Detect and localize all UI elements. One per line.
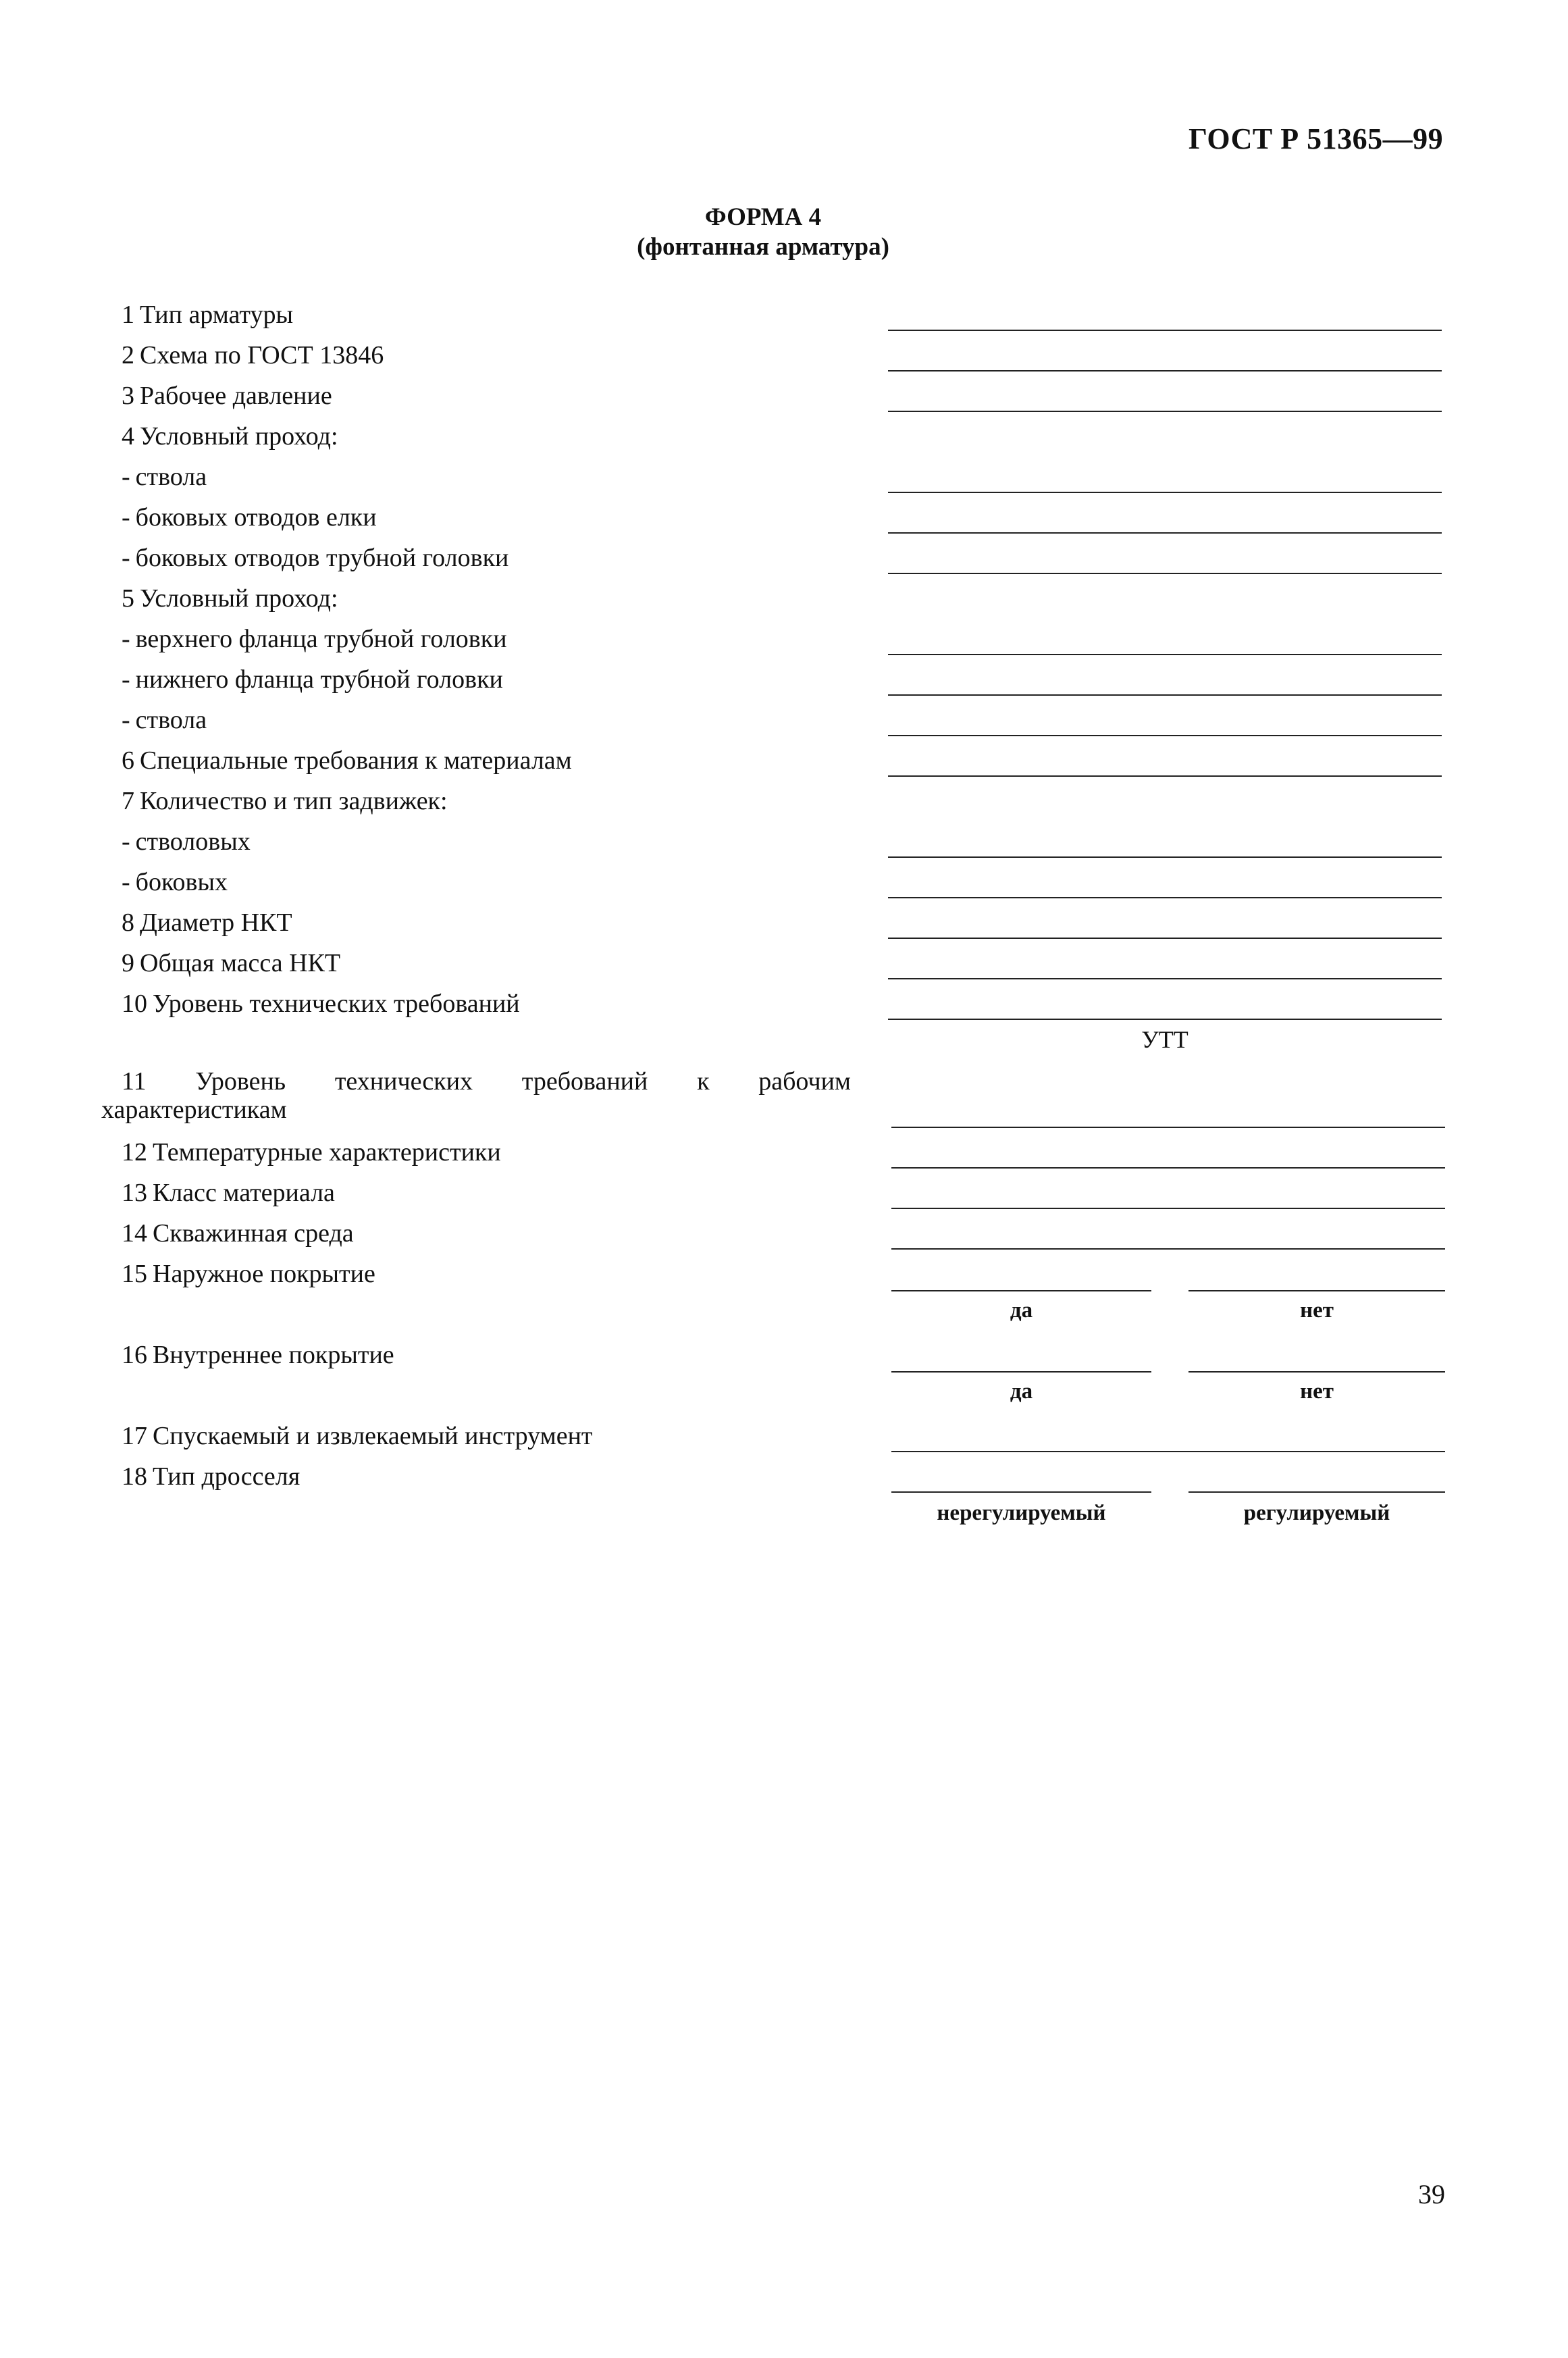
answer-line-5-upper-flange[interactable] <box>888 654 1442 655</box>
item-6 <box>122 745 572 776</box>
item-label: Специальные требования к материалам <box>140 746 572 775</box>
answer-line-15-no[interactable] <box>1188 1290 1445 1291</box>
item-4-side-head <box>122 542 508 573</box>
item-dash: - <box>122 706 130 734</box>
item-dash: - <box>122 868 130 896</box>
answer-line-13[interactable] <box>891 1208 1445 1209</box>
item-label: верхнего фланца трубной головки <box>135 625 507 653</box>
answer-line-8[interactable] <box>888 938 1442 939</box>
answer-line-14[interactable] <box>891 1248 1445 1250</box>
item-label: Внутреннее покрытие <box>153 1341 394 1369</box>
item-number: 12 <box>122 1138 147 1167</box>
item-4 <box>122 421 338 452</box>
item-dash: - <box>122 544 130 572</box>
item-dash: - <box>122 503 130 532</box>
item-label: ствола <box>135 706 207 734</box>
answer-line-17[interactable] <box>891 1451 1445 1452</box>
item-dash: - <box>122 827 130 856</box>
item-11 <box>101 1067 851 1124</box>
item-label: Условный проход: <box>140 422 338 451</box>
answer-line-18-regulated[interactable] <box>1188 1491 1445 1493</box>
caption-18-regulated: регулируемый <box>1243 1501 1390 1525</box>
item-16 <box>122 1339 394 1370</box>
item-label: Схема по ГОСТ 13846 <box>140 341 384 369</box>
item-label: боковых отводов елки <box>135 503 377 532</box>
answer-line-2[interactable] <box>888 370 1442 371</box>
item-5-lower-flange <box>122 664 503 695</box>
item-11-word: требований <box>521 1067 648 1096</box>
answer-line-16-yes[interactable] <box>891 1371 1151 1373</box>
item-5 <box>122 583 338 614</box>
item-5-trunk <box>122 704 207 736</box>
answer-line-4-side-tree[interactable] <box>888 532 1442 534</box>
item-dash: - <box>122 665 130 694</box>
item-label: Уровень технических требований <box>153 990 520 1018</box>
answer-line-16-no[interactable] <box>1188 1371 1445 1373</box>
caption-utt: УТТ <box>1141 1026 1188 1053</box>
item-number: 2 <box>122 341 134 369</box>
item-label: Диаметр НКТ <box>140 908 292 937</box>
item-7-side-valves <box>122 867 228 898</box>
item-number: 1 <box>122 301 134 329</box>
item-11-word: технических <box>334 1067 473 1096</box>
item-label: Тип дросселя <box>153 1462 300 1491</box>
item-4-trunk <box>122 461 207 492</box>
item-number: 6 <box>122 746 134 775</box>
item-2 <box>122 340 384 371</box>
answer-line-18-unregulated[interactable] <box>891 1491 1151 1493</box>
caption-15-yes: да <box>1010 1298 1033 1323</box>
page-number: 39 <box>1418 2179 1445 2209</box>
item-label: Наружное покрытие <box>153 1260 375 1288</box>
form-title: ФОРМА 4 <box>704 203 822 231</box>
item-number: 4 <box>122 422 134 451</box>
item-label: Тип арматуры <box>140 301 294 329</box>
item-label: стволовых <box>135 827 251 856</box>
item-label: Спускаемый и извлекаемый инструмент <box>153 1422 593 1450</box>
item-number: 13 <box>122 1179 147 1207</box>
item-number: 10 <box>122 990 147 1018</box>
item-number: 15 <box>122 1260 147 1288</box>
answer-line-7-trunk-valves[interactable] <box>888 856 1442 858</box>
item-14 <box>122 1218 354 1249</box>
item-label: боковых <box>135 868 228 896</box>
answer-line-15-yes[interactable] <box>891 1290 1151 1291</box>
item-8 <box>122 907 292 938</box>
answer-line-12[interactable] <box>891 1167 1445 1169</box>
item-number: 18 <box>122 1462 147 1491</box>
item-13 <box>122 1177 335 1208</box>
answer-line-7-side-valves[interactable] <box>888 897 1442 898</box>
item-17 <box>122 1420 593 1452</box>
caption-15-no: нет <box>1300 1298 1334 1323</box>
item-18 <box>122 1461 300 1492</box>
item-dash: - <box>122 463 130 491</box>
item-9 <box>122 948 340 979</box>
item-3 <box>122 380 332 411</box>
item-number: 7 <box>122 787 134 815</box>
answer-line-5-lower-flange[interactable] <box>888 694 1442 696</box>
item-11-word: к <box>697 1067 710 1096</box>
item-5-upper-flange <box>122 623 507 655</box>
caption-16-yes: да <box>1010 1379 1033 1404</box>
item-number: 9 <box>122 949 134 977</box>
form-subtitle: (фонтанная арматура) <box>637 233 889 261</box>
item-4-side-tree <box>122 502 377 533</box>
answer-line-3[interactable] <box>888 411 1442 412</box>
item-number: 17 <box>122 1422 147 1450</box>
item-label: Класс материала <box>153 1179 335 1207</box>
item-10 <box>122 988 520 1019</box>
item-number: 14 <box>122 1219 147 1248</box>
item-dash: - <box>122 625 130 653</box>
answer-line-10[interactable] <box>888 1019 1442 1020</box>
item-label: Температурные характеристики <box>153 1138 501 1167</box>
answer-line-4-trunk[interactable] <box>888 492 1442 493</box>
answer-line-1[interactable] <box>888 330 1442 331</box>
document-code: ГОСТ Р 51365—99 <box>1188 122 1444 155</box>
item-11-word: Уровень <box>195 1067 286 1096</box>
item-1 <box>122 299 293 330</box>
item-11-second-line: характеристикам <box>101 1096 287 1124</box>
item-label: Скважинная среда <box>153 1219 354 1248</box>
item-7 <box>122 786 448 817</box>
item-11-first-line <box>101 1067 851 1096</box>
caption-16-no: нет <box>1300 1379 1334 1404</box>
item-label: нижнего фланца трубной головки <box>135 665 503 694</box>
caption-18-unregulated: нерегулируемый <box>937 1501 1106 1525</box>
item-number: 16 <box>122 1341 147 1369</box>
item-label: боковых отводов трубной головки <box>135 544 509 572</box>
item-15 <box>122 1258 375 1289</box>
item-number: 11 <box>122 1067 147 1096</box>
answer-line-11[interactable] <box>891 1127 1445 1128</box>
item-number: 3 <box>122 382 134 410</box>
item-11-word: рабочим <box>758 1067 851 1096</box>
answer-line-5-trunk[interactable] <box>888 735 1442 736</box>
answer-line-4-side-head[interactable] <box>888 573 1442 574</box>
item-label: Количество и тип задвижек: <box>140 787 448 815</box>
item-label: ствола <box>135 463 207 491</box>
item-12 <box>122 1137 501 1168</box>
item-label: Рабочее давление <box>140 382 332 410</box>
item-number: 5 <box>122 584 134 613</box>
answer-line-9[interactable] <box>888 978 1442 979</box>
item-7-trunk-valves <box>122 826 251 857</box>
item-number: 8 <box>122 908 134 937</box>
item-label: Общая масса НКТ <box>140 949 341 977</box>
item-label: Условный проход: <box>140 584 338 613</box>
answer-line-6[interactable] <box>888 775 1442 777</box>
